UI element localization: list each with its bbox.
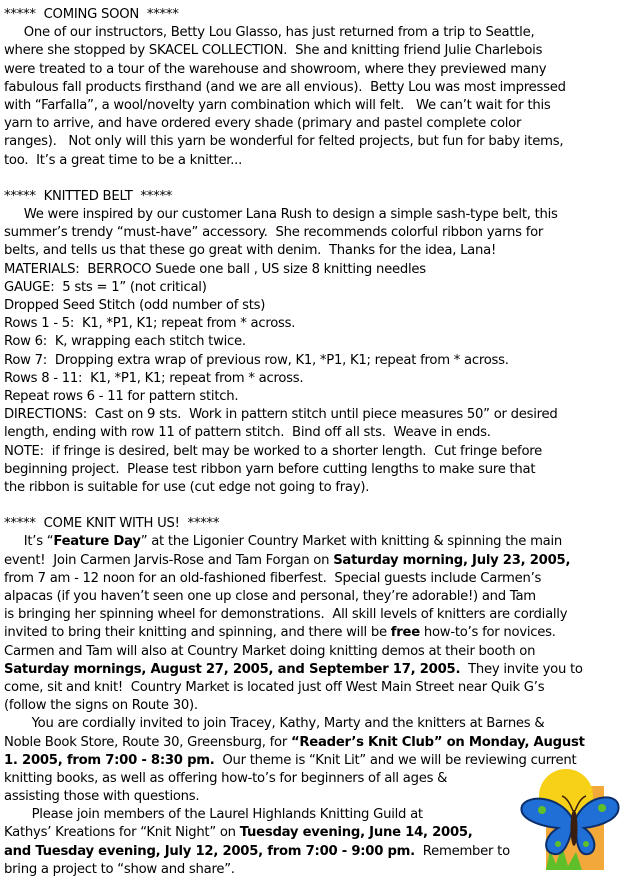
- stitch-name-line: Dropped Seed Stitch (odd number of sts): [4, 298, 266, 313]
- knitted-belt-section: [4, 188, 618, 497]
- pattern-row-line: Row 7: Dropping extra wrap of previous row, K1, *P1, K1; repeat from * across.: [4, 352, 509, 368]
- body-line: with “Farfalla”, a wool/novelty yarn combination which will felt. We can’t wait for this: [4, 97, 551, 113]
- body-line: where she stopped by SKACEL COLLECTION. She and knitting friend Julie Charlebois: [4, 43, 543, 59]
- pattern-row-line: Rows 1 - 5: K1, *P1, K1; repeat from * across.: [4, 316, 296, 332]
- body-line: [4, 606, 618, 624]
- text-run: Noble Book Store, Route 30, Greensburg, for: [4, 734, 291, 750]
- text-run: Carmen and Tam will also at Country Market doing knitting demos at their booth on: [4, 643, 536, 659]
- body-line: too. It’s a great time to be a knitter...: [4, 152, 243, 168]
- body-line: yarn to arrive, and have ordered every shade (primary and pastel complete color: [4, 116, 522, 132]
- bold-text: free: [390, 625, 420, 641]
- directions-line: DIRECTIONS: Cast on 9 sts. Work in pattern stitch until piece measures 50” or desired: [4, 407, 558, 423]
- body-line: One of our instructors, Betty Lou Glasso, has just returned from a trip to Seattle,: [4, 25, 535, 41]
- body-line: were treated to a tour of the warehouse and showroom, where they previewed many: [4, 61, 547, 77]
- body-line: [4, 643, 618, 661]
- butterfly-icon: [520, 766, 620, 870]
- body-line: [4, 533, 618, 551]
- bold-text: 1. 2005, from 7:00 - 8:30 pm.: [4, 752, 215, 768]
- body-line: summer’s trendy “must-have” accessory. She recommends colorful ribbon yarns for: [4, 225, 544, 241]
- text-run: Remember to: [414, 843, 510, 859]
- text-run: knitting books, as well as offering how-to’s for beginners of all ages &: [4, 770, 448, 786]
- bold-text: Saturday morning, July 23, 2005,: [333, 552, 571, 568]
- body-line: [4, 624, 618, 642]
- section-heading: ***** COMING SOON *****: [4, 7, 179, 22]
- text-run: event! Join Carmen Jarvis-Rose and Tam Forgan on: [4, 552, 334, 568]
- body-line: belts, and tells us that these go great with denim. Thanks for the idea, Lana!: [4, 243, 496, 259]
- bold-text: “Reader’s Knit Club” on Monday, August: [290, 734, 585, 750]
- text-run: is bringing her spinning wheel for demonstrations. All skill levels of knitters are cordially: [4, 607, 568, 623]
- text-run: ” at the Ligonier Country Market with knitting & spinning the main: [140, 534, 563, 550]
- bold-text: Saturday mornings, August 27, 2005, and September 17, 2005.: [4, 661, 461, 677]
- section-heading: ***** KNITTED BELT *****: [4, 188, 173, 204]
- body-line: [4, 661, 618, 679]
- body-line: [4, 715, 618, 733]
- body-line: ranges). Not only will this yarn be wonderful for felted projects, but fun for baby items,: [4, 134, 564, 150]
- bold-text: and Tuesday evening, July 12, 2005, from 7:00 - 9:00 pm.: [4, 843, 415, 859]
- text-run: how-to’s for novices.: [419, 625, 556, 641]
- text-run: (follow the signs on Route 30).: [4, 698, 198, 714]
- text-run: from 7 am - 12 noon for an old-fashioned fiberfest. Special guests include Carmen’s: [4, 570, 542, 586]
- text-run: Kathys’ Kreations for “Knit Night” on: [4, 825, 240, 841]
- body-line: [4, 734, 618, 752]
- body-line: [4, 552, 618, 570]
- body-line: [4, 588, 618, 606]
- text-run: Please join members of the Laurel Highlands Knitting Guild at: [4, 807, 423, 823]
- note-line: beginning project. Please test ribbon yarn before cutting lengths to make sure that: [4, 461, 536, 477]
- coming-soon-section: [4, 6, 618, 170]
- text-run: bring a project to “show and share”.: [4, 861, 235, 877]
- text-run: You are cordially invited to join Tracey, Kathy, Marty and the knitters at Barnes &: [4, 716, 545, 732]
- text-run: It’s “: [4, 534, 54, 550]
- directions-line: length, ending with row 11 of pattern stitch. Bind off all sts. Weave in ends.: [4, 425, 491, 441]
- text-run: come, sit and knit! Country Market is located just off West Main Street near Quik G’s: [4, 679, 545, 695]
- section-body: [4, 206, 618, 497]
- section-body: [4, 24, 618, 170]
- text-run: invited to bring their knitting and spinning, and there will be: [4, 625, 391, 641]
- butterfly-sun-clipart: [520, 766, 620, 870]
- pattern-row-line: Rows 8 - 11: K1, *P1, K1; repeat from * across.: [4, 370, 304, 386]
- bold-text: Tuesday evening, June 14, 2005,: [239, 825, 473, 841]
- materials-line: MATERIALS: BERROCO Suede one ball , US size 8 knitting needles: [4, 261, 426, 277]
- section-heading: ***** COME KNIT WITH US! *****: [4, 516, 220, 532]
- text-run: assisting those with questions.: [4, 789, 200, 805]
- gauge-line: GAUGE: 5 sts = 1” (not critical): [4, 279, 207, 295]
- bold-text: Feature Day: [53, 534, 141, 550]
- body-line: We were inspired by our customer Lana Rush to design a simple sash-type belt, this: [4, 207, 558, 223]
- note-line: the ribbon is suitable for use (cut edge not going to fray).: [4, 479, 370, 495]
- section-spacer: [4, 170, 618, 188]
- text-run: They invite you to: [460, 661, 583, 677]
- body-line: [4, 570, 618, 588]
- pattern-row-line: Row 6: K, wrapping each stitch twice.: [4, 334, 246, 350]
- note-line: NOTE: if fringe is desired, belt may be worked to a shorter length. Cut fringe before: [4, 443, 543, 459]
- body-line: [4, 679, 618, 697]
- text-run: Our theme is “Knit Lit” and we will be reviewing current: [214, 752, 577, 768]
- body-line: fabulous fall products firsthand (and we are all envious). Betty Lou was most impressed: [4, 79, 566, 95]
- pattern-row-line: Repeat rows 6 - 11 for pattern stitch.: [4, 388, 239, 404]
- text-run: alpacas (if you haven’t seen one up close and personal, they’re adorable!) and Tam: [4, 589, 536, 604]
- section-spacer: [4, 497, 618, 515]
- body-line: [4, 697, 618, 715]
- newsletter-page: [4, 6, 618, 879]
